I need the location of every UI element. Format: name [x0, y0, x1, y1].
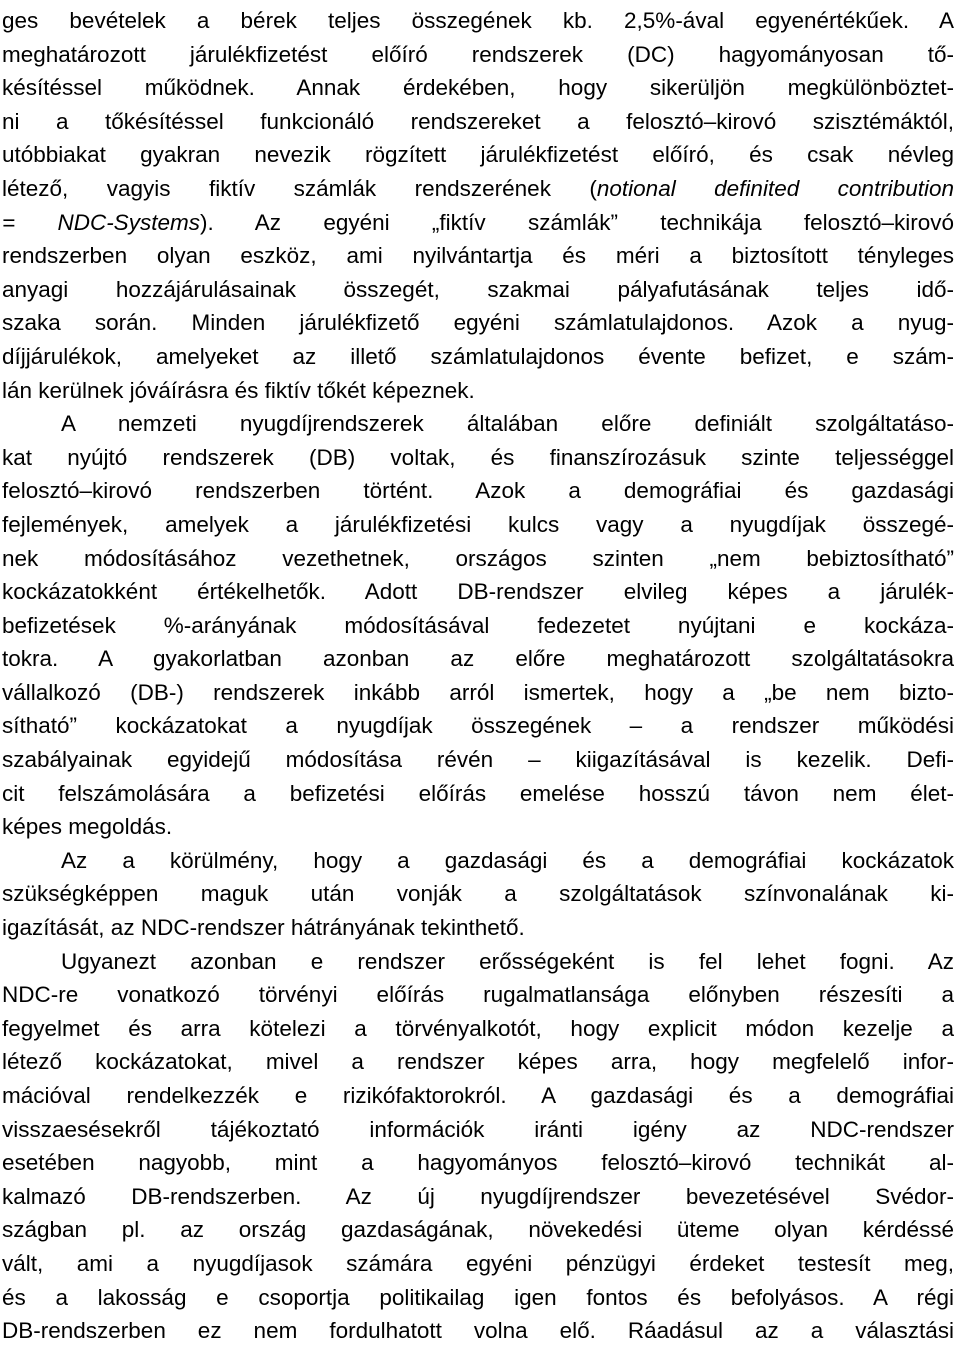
text-line: vállalkozó (DB-) rendszerek inkább arról ismertek, hogy a „be nem bizto- — [2, 679, 954, 705]
text-line: befizetések %-arányának módosításával fedezetet nyújtani e kockáza- — [2, 612, 954, 638]
text-line: szaka során. Minden járulékfizető egyéni számlatulajdonos. Azok a nyug- — [2, 310, 954, 336]
text-line: vált, ami a nyugdíjasok számára egyéni pénzügyi érdeket testesít meg, — [2, 1250, 954, 1276]
text-line: anyagi hozzájárulásainak összegét, szakmai pályafutásának teljes idő- — [2, 276, 954, 302]
text-line: sítható” kockázatokat a nyugdíjak összegének – a rendszer működési — [2, 713, 954, 739]
text-line: és a lakosság e csoportja politikailag igen fontos és befolyásos. A régi — [2, 1284, 954, 1310]
text-line: utóbbiakat gyakran nevezik rögzített járulékfizetést előíró, és csak névleg — [2, 142, 954, 168]
text-line: Az a körülmény, hogy a gazdasági és a demográfiai kockázatok — [61, 847, 954, 873]
text-line: igazítását, az NDC-rendszer hátrányának tekinthető. — [2, 915, 525, 941]
text-line — [2, 172, 954, 206]
text-segment: létező, vagyis fiktív számlák rendszerének ( — [2, 175, 597, 201]
text-line: kockázatokként értékelhetők. Adott DB-rendszer elvileg képes a járulék- — [2, 579, 954, 605]
text-line: késítéssel működnek. Annak érdekében, hogy sikerüljön megkülönböztet- — [2, 75, 954, 101]
text-line: cit felszámolására a befizetési előírás emelése hosszú távon nem élet- — [2, 780, 954, 806]
text-line: szükségképpen maguk után vonják a szolgáltatások színvonalának ki- — [2, 881, 954, 907]
italic-text-segment: notional definited contribution — [596, 175, 954, 201]
italic-text-segment: = NDC-Systems — [2, 209, 200, 235]
text-line: NDC-re vonatkozó törvényi előírás rugalmatlansága előnyben részesíti a — [2, 982, 954, 1008]
text-line: létező kockázatokat, mivel a rendszer képes arra, hogy megfelelő infor- — [2, 1049, 954, 1075]
text-line: ni a tőkésítéssel funkcionáló rendszereket a felosztó–kirovó szisztémáktól, — [2, 108, 954, 134]
text-line: díjjárulékok, amelyeket az illető számlatulajdonos évente befizet, e szám- — [2, 343, 954, 369]
text-line: ges bevételek a bérek teljes összegének kb. 2,5%-ával egyenértékűek. A — [2, 8, 954, 33]
text-line: esetében nagyobb, mint a hagyományos felosztó–kirovó technikát al- — [2, 1150, 954, 1176]
text-line: nek módosításához vezethetnek, országos szinten „nem bebiztosítható” — [2, 545, 954, 571]
text-line: kat nyújtó rendszerek (DB) voltak, és finanszírozásuk szinte teljességgel — [2, 444, 954, 470]
text-line: DB-rendszerben ez nem fordulhatott volna elő. Ráadásul az a választási — [2, 1318, 954, 1344]
text-line: képes megoldás. — [2, 814, 173, 840]
text-line: mációval rendelkezzék e rizikófaktorokról. A gazdasági és a demográfiai — [2, 1083, 954, 1108]
text-line: lán kerülnek jóváírásra és fiktív tőkét képeznek. — [2, 377, 475, 403]
text-line: meghatározott járulékfizetést előíró rendszerek (DC) hagyományosan tő- — [2, 41, 954, 67]
text-line: fegyelmet és arra kötelezi a törvényalkotót, hogy explicit módon kezelje a — [2, 1015, 954, 1041]
text-line: szabályainak egyidejű módosítása révén – kiigazításával is kezelik. Defi- — [2, 747, 954, 773]
text-line: rendszerben olyan eszköz, ami nyilvántartja és méri a biztosított tényleges — [2, 243, 954, 269]
text-line: kalmazó DB-rendszerben. Az új nyugdíjrendszer bevezetésével Svédor- — [2, 1183, 954, 1209]
text-line: szágban pl. az ország gazdaságának, növekedési üteme olyan kérdéssé — [2, 1217, 954, 1243]
text-segment: ). Az egyéni „fiktív számlák” technikája felosztó–kirovó — [199, 209, 954, 235]
text-line: Ugyanezt azonban e rendszer erősségeként is fel lehet fogni. Az — [61, 948, 954, 974]
text-line: felosztó–kirovó rendszerben történt. Azok a demográfiai és gazdasági — [2, 478, 954, 504]
text-line — [2, 206, 954, 240]
text-line: fejlemények, amelyek a járulékfizetési kulcs vagy a nyugdíjak összegé- — [2, 511, 954, 537]
text-line: visszaesésekről tájékoztató információk iránti igény az NDC-rendszer — [2, 1116, 954, 1142]
text-line: A nemzeti nyugdíjrendszerek általában előre definiált szolgáltatáso- — [61, 411, 954, 437]
text-line: tokra. A gyakorlatban azonban az előre meghatározott szolgáltatásokra — [2, 646, 954, 672]
